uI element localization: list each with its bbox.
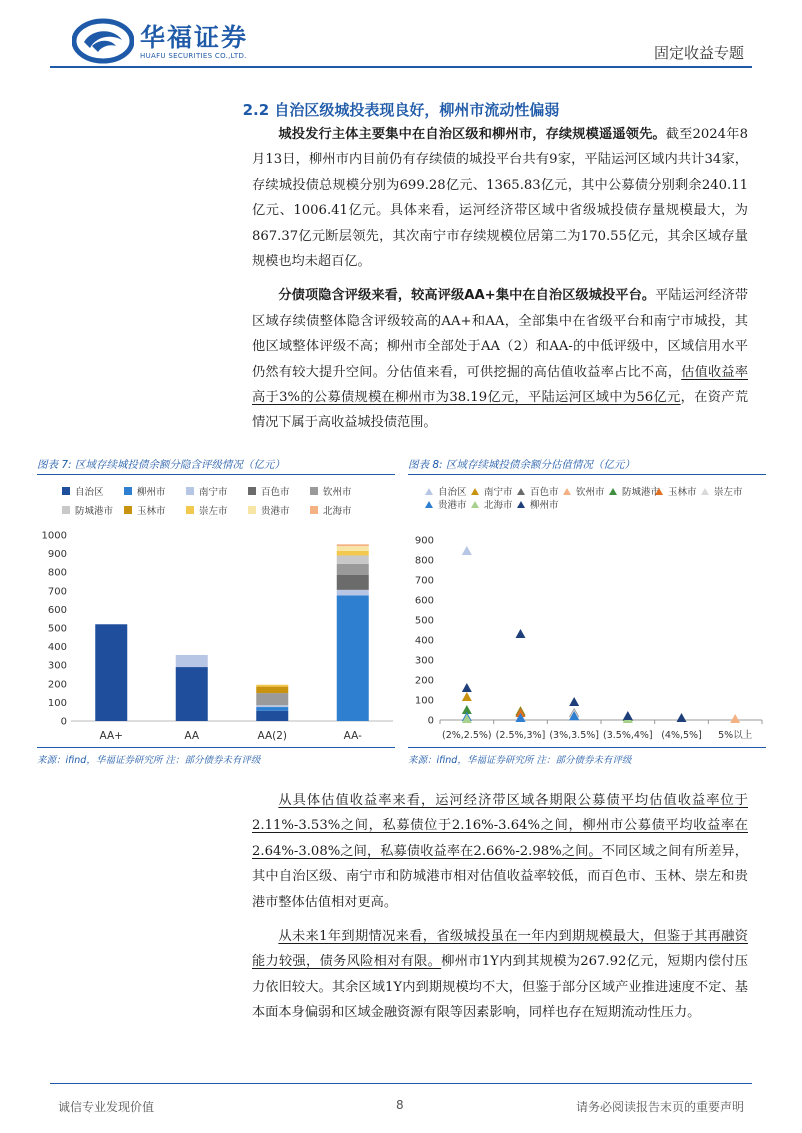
p3-body: 不同区域之间有所差异，其中自治区级、南宁市和防城港市相对估值收益率较低，而百色市、玉林、崇左和贵港市整体估值相对更高。 [252, 843, 748, 910]
chart8-legend-marker [517, 501, 525, 508]
chart7-bar-segment [337, 551, 369, 556]
chart7-legend-label: 北海市 [323, 506, 352, 517]
chart8-legend-label: 玉林市 [668, 487, 697, 498]
chart7-bar-segment [337, 546, 369, 551]
chart7-legend-marker [310, 506, 318, 514]
chart8-legend-marker [471, 501, 479, 508]
chart8-source: 来源：ifind，华福证券研究所 注：部分债券未有评级 [408, 755, 632, 766]
chart8-x-label: (3%,3.5%] [549, 730, 599, 741]
chart8-legend-item [425, 497, 467, 511]
chart7-bar-segment [256, 705, 288, 707]
chart7-bar-segment [176, 667, 208, 721]
chart8-y-tick: 400 [414, 635, 434, 647]
chart8-legend-label: 钦州市 [576, 487, 605, 498]
chart8-point [677, 713, 687, 722]
chart8-legend-item [517, 484, 559, 498]
chart8-x-label: 5%以上 [718, 730, 753, 741]
chart7-legend-marker [124, 487, 132, 495]
chart7-bottom-rule [37, 747, 395, 748]
chart7-y-tick: 0 [60, 716, 67, 728]
company-logo [72, 18, 272, 64]
chart8-legend-label: 北海市 [484, 500, 513, 511]
chart7-legend-label: 防城港市 [75, 506, 114, 517]
chart8-scatter-chart [400, 515, 770, 745]
chart7-legend-item [248, 484, 290, 498]
chart7-legend-item [62, 503, 113, 517]
chart7-legend-item [248, 503, 290, 517]
chart8-y-tick: 600 [414, 595, 434, 607]
chart7-legend-label: 南宁市 [199, 487, 228, 498]
chart8-y-tick: 200 [414, 675, 434, 687]
chart7-bar-segment [256, 693, 288, 705]
company-name-en: HUAFU SECURITIES CO.,LTD. [140, 52, 247, 60]
chart7-x-label: AA [184, 730, 200, 742]
chart7-legend-label: 自治区 [75, 487, 104, 498]
chart8-legend-item [471, 484, 513, 498]
chart7-source: 来源：ifind，华福证券研究所 注：部分债券未有评级 [37, 755, 261, 766]
chart7-legend-item [310, 503, 352, 517]
chart8-y-tick: 300 [414, 655, 434, 667]
footer-rule [50, 1083, 752, 1084]
chart7-legend-marker [62, 487, 70, 495]
chart8-caption: 图表 8: 区域存续城投债余额分估值情况（亿元） [408, 459, 635, 471]
chart7-x-label: AA(2) [257, 730, 288, 742]
chart7-legend-item [186, 484, 228, 498]
chart8-point [462, 546, 472, 555]
chart8-legend [425, 484, 765, 514]
chart8-legend-marker [425, 501, 433, 508]
chart7-legend-label: 崇左市 [199, 506, 228, 517]
chart8-legend-label: 百色市 [530, 487, 559, 498]
p2-lead: 分债项隐含评级来看，较高评级AA+集中在自治区级城投平台。 [278, 288, 656, 304]
chart8-y-tick: 900 [414, 535, 434, 547]
chart8-y-tick: 100 [414, 695, 434, 707]
chart7-x-label: AA+ [99, 730, 123, 742]
p2-tail: ，在资产荒情况下属于高收益城投债范围。 [252, 390, 749, 431]
chart7-y-tick: 1000 [41, 530, 67, 542]
chart8-legend-item [517, 497, 559, 511]
chart7-y-tick: 600 [47, 604, 67, 616]
chart7-legend-marker [186, 487, 194, 495]
report-type: 固定收益专题 [653, 44, 744, 62]
p4-underlined: 从未来1年到期情况来看，省级城投虽在一年内到期规模最大，但鉴于其再融资能力较强，债务风险相对有限。 [252, 929, 748, 970]
chart8-legend-label: 崇左市 [714, 487, 743, 498]
paragraph-4 [252, 924, 748, 1026]
chart7-bar-segment [256, 687, 288, 694]
chart7-legend-item [62, 484, 104, 498]
chart8-legend-marker [517, 488, 525, 495]
p3-underlined: 从具体估值收益率来看，运河经济带区域各期限公募债平均估值收益率位于2.11%-3.53%之间，私募债位于2.16%-3.64%之间，柳州市公募债平均收益率在2.64%-3.08%之间，私募债收益率在2.66%-2.98%之间。 [252, 793, 748, 859]
chart7-bar-chart [37, 525, 397, 745]
chart7-y-tick: 500 [47, 623, 67, 635]
chart8-legend-marker [471, 488, 479, 495]
chart7-bar-segment [337, 544, 369, 546]
chart7-y-tick: 900 [47, 549, 67, 561]
chart8-legend-marker [425, 488, 433, 495]
chart8-y-tick: 800 [414, 555, 434, 567]
section-title: 2.2 自治区级城投表现良好，柳州市流动性偏弱 [242, 101, 560, 119]
chart8-legend-marker [563, 488, 571, 495]
chart8-legend-item [609, 484, 660, 498]
header-rule [50, 66, 752, 68]
p2-underlined: 估值收益率高于3%的公募债规模在柳州市为38.19亿元，平陆运河区域中为56亿元 [252, 364, 749, 406]
chart8-x-label: (4%,5%] [661, 730, 702, 741]
chart7-bar-segment [337, 590, 369, 596]
chart8-legend-marker [655, 488, 663, 495]
chart8-point [623, 711, 633, 720]
paragraph-3 [252, 788, 748, 915]
chart7-y-tick: 700 [47, 586, 67, 598]
chart7-legend [62, 484, 392, 520]
chart7-legend-marker [248, 487, 256, 495]
p1-lead: 城投发行主体主要集中在自治区级和柳州市，存续规模遥遥领先。 [278, 127, 666, 142]
chart7-legend-label: 百色市 [261, 487, 290, 498]
chart8-point [462, 692, 472, 701]
chart7-bar-segment [256, 685, 288, 687]
body-text-top [252, 122, 748, 436]
chart7-bar-segment [95, 624, 127, 721]
footer-slogan: 诚信专业发现价值 [58, 1100, 155, 1114]
chart8-legend-item [471, 497, 513, 511]
chart7-bar-segment [176, 655, 208, 667]
chart7-legend-label: 贵港市 [261, 506, 290, 517]
chart8-point [569, 697, 579, 706]
chart8-top-rule [408, 474, 766, 475]
p2-body: 平陆运河经济带区域存续债整体隐含评级较高的AA+和AA，全部集中在省级平台和南宁市城投，其他区域整体评级不高；柳州市全部处于AA（2）和AA-的中低评级中，区域信用水平仍然有较大提升空间。分估值来看，可供挖掘的高估值收益率占比不高， [252, 288, 749, 380]
chart8-legend-item [655, 484, 697, 498]
chart8-legend-item [701, 484, 743, 498]
logo-mark-icon [72, 18, 134, 64]
chart7-legend-item [186, 503, 228, 517]
company-name-cn: 华福证券 [140, 23, 249, 52]
chart8-legend-label: 贵港市 [438, 500, 467, 511]
chart7-y-tick: 400 [47, 642, 67, 654]
chart8-legend-label: 自治区 [438, 487, 467, 498]
chart8-y-tick: 500 [414, 615, 434, 627]
chart7-caption: 图表 7: 区域存续城投债余额分隐含评级情况（亿元） [37, 459, 285, 471]
chart8-x-label: (2.5%,3%] [495, 730, 546, 741]
chart7-legend-marker [186, 506, 194, 514]
chart7-bar-segment [337, 595, 369, 721]
chart7-y-tick: 200 [47, 679, 67, 691]
chart7-bar-segment [337, 575, 369, 590]
chart8-legend-marker [609, 488, 617, 495]
chart7-top-rule [37, 474, 395, 475]
chart8-legend-item [425, 484, 467, 498]
chart8-legend-label: 防城港市 [622, 487, 661, 498]
chart8-y-tick: 700 [414, 575, 434, 587]
chart7-legend-marker [124, 506, 132, 514]
paragraph-2 [252, 283, 748, 435]
p4-body: 柳州市1Y内到其规模为267.92亿元，短期内偿付压力依旧较大。其余区域1Y内到期规模均不大，但鉴于部分区域产业推进速度不定、基本面本身偏弱和区域金融资源有限等因素影响，同样也存在短期流动性压力。 [252, 954, 748, 1021]
chart7-y-tick: 300 [47, 660, 67, 672]
page-number: 8 [396, 1098, 404, 1112]
footer-disclaimer: 请务必阅读报告末页的重要声明 [575, 1100, 744, 1114]
chart8-x-label: (2%,2.5%) [442, 730, 492, 741]
chart7-legend-item [310, 484, 352, 498]
chart7-legend-marker [248, 506, 256, 514]
chart7-legend-item [124, 503, 166, 517]
chart7-legend-label: 钦州市 [323, 487, 352, 498]
chart8-legend-label: 柳州市 [530, 500, 559, 511]
chart7-bar-segment [256, 711, 288, 721]
chart8-y-tick: 0 [427, 715, 434, 727]
chart7-y-tick: 800 [47, 567, 67, 579]
body-text-bottom [252, 788, 748, 1026]
chart8-bottom-rule [408, 747, 766, 748]
chart8-point [516, 629, 526, 638]
p1-body: 截至2024年8月13日，柳州市内目前仍有存续债的城投平台共有9家，平陆运河区域内共计34家，存续城投债总规模分别为699.28亿元、1365.83亿元，其中公募债分别剩余240.11亿元、1006.41亿元。具体来看，运河经济带区域中省级城投债存量规模最大，为867.37亿元断层领先，其次南宁市存续规模位居第二为170.55亿元，其余区域存量规模也均未超百亿。 [252, 127, 748, 270]
chart7-bar-segment [256, 707, 288, 711]
chart7-bar-segment [337, 555, 369, 563]
chart7-legend-marker [62, 506, 70, 514]
chart8-legend-label: 南宁市 [484, 487, 513, 498]
chart8-x-label: (3.5%,4%] [603, 730, 653, 741]
chart7-y-tick: 100 [47, 697, 67, 709]
chart7-bar-segment [337, 564, 369, 575]
paragraph-1 [252, 122, 748, 274]
chart8-point [730, 714, 740, 723]
chart7-legend-marker [310, 487, 318, 495]
chart8-legend-item [563, 484, 605, 498]
chart7-legend-label: 玉林市 [137, 506, 166, 517]
chart7-x-label: AA- [343, 730, 362, 742]
chart8-legend-marker [701, 488, 709, 495]
chart7-legend-item [124, 484, 166, 498]
chart7-legend-label: 柳州市 [137, 487, 166, 498]
chart8-point [462, 683, 472, 692]
